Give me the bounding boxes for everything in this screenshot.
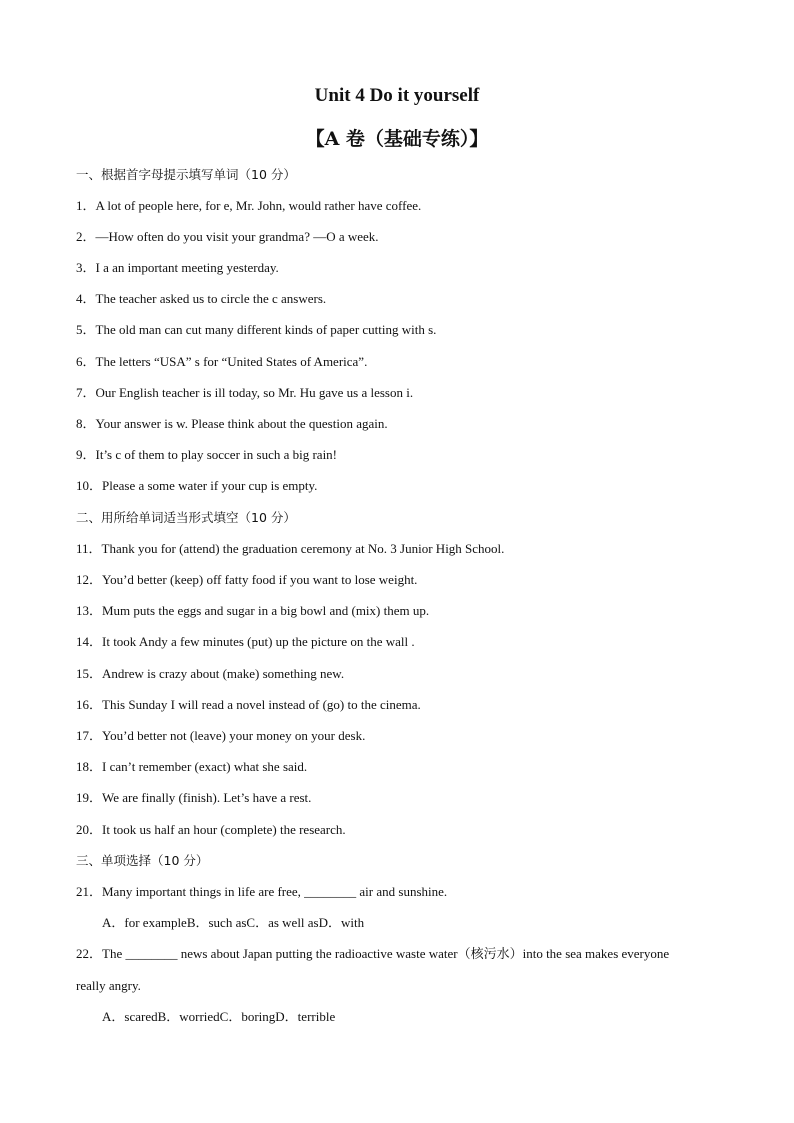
question-15: 15．Andrew is crazy about (make) something new. xyxy=(76,666,345,681)
question-19: 19．We are finally (finish). Let’s have a rest. xyxy=(76,790,312,805)
question-20: 20．It took us half an hour (complete) the research. xyxy=(76,822,346,837)
question-5: 5．The old man can cut many different kinds of paper cutting with s. xyxy=(76,322,437,337)
question-1: 1．A lot of people here, for e, Mr. John, would rather have coffee. xyxy=(76,198,422,213)
page-title: Unit 4 Do it yourself xyxy=(314,85,480,106)
question-6: 6．The letters “USA” s for “United States of America”. xyxy=(76,354,368,369)
question-22: 22．The ________ news about Japan putting the radioactive waste water（核污水）into the sea makes everyone xyxy=(76,946,670,961)
question-9: 9．It’s c of them to play soccer in such a big rain! xyxy=(76,447,338,462)
question-4: 4．The teacher asked us to circle the c answers. xyxy=(76,291,327,306)
question-18: 18．I can’t remember (exact) what she said. xyxy=(76,759,308,774)
question-3: 3．I a an important meeting yesterday. xyxy=(76,260,279,275)
question-22-options: A．scaredB．worriedC．boringD．terrible xyxy=(102,1009,336,1024)
section-heading-1: 一、根据首字母提示填写单词（10 分） xyxy=(76,167,296,182)
page-subtitle: 【A 卷（基础专练）】 xyxy=(305,128,489,150)
question-14: 14．It took Andy a few minutes (put) up the picture on the wall . xyxy=(76,634,415,649)
question-21-options: A．for exampleB．such asC．as well asD．with xyxy=(102,915,365,930)
question-13: 13．Mum puts the eggs and sugar in a big bowl and (mix) them up. xyxy=(76,603,430,618)
question-11: 11．Thank you for (attend) the graduation ceremony at No. 3 Junior High School. xyxy=(76,541,505,556)
question-10: 10．Please a some water if your cup is empty. xyxy=(76,478,318,493)
section-heading-2: 二、用所给单词适当形式填空（10 分） xyxy=(76,510,296,525)
question-16: 16．This Sunday I will read a novel instead of (go) to the cinema. xyxy=(76,697,421,712)
question-12: 12．You’d better (keep) off fatty food if you want to lose weight. xyxy=(76,572,418,587)
question-22-continued: really angry. xyxy=(76,978,141,993)
question-7: 7．Our English teacher is ill today, so Mr. Hu gave us a lesson i. xyxy=(76,385,414,400)
question-8: 8．Your answer is w. Please think about the question again. xyxy=(76,416,388,431)
question-21: 21．Many important things in life are free, ________ air and sunshine. xyxy=(76,884,448,899)
question-2: 2．—How often do you visit your grandma? —O a week. xyxy=(76,229,379,244)
section-heading-3: 三、单项选择（10 分） xyxy=(76,853,209,868)
question-17: 17．You’d better not (leave) your money on your desk. xyxy=(76,728,366,743)
